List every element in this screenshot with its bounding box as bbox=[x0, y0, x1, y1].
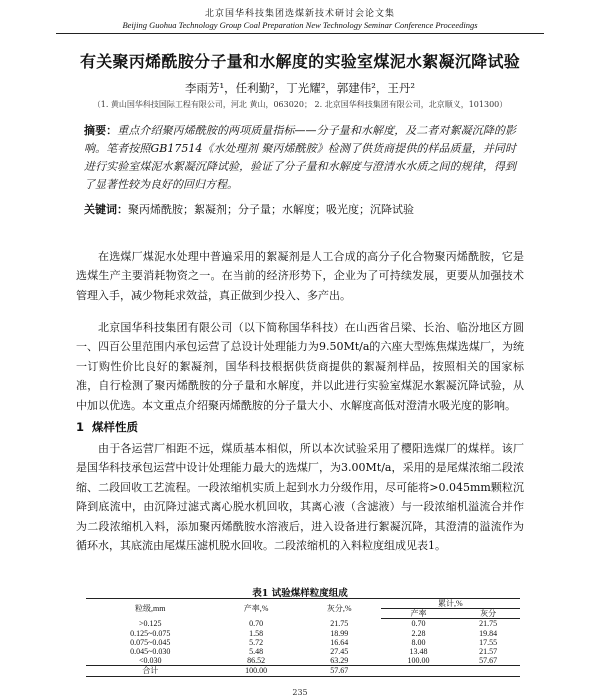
table-row bbox=[86, 619, 520, 629]
abstract-text: 重点介绍聚丙烯酰胺的两项质量指标——分子量和水解度，及二者对絮凝沉降的影响。笔者按照GB17514《水处理剂 聚丙烯酰胺》检测了供货商提供的样品质量，并同时进行实验室煤泥水絮凝沉降试验，验证了分子量和水解度与澄清水水质之间的规律，得到了显著性较为良好的回归方程。 bbox=[84, 124, 517, 191]
cell-cum-yield: 2.28 bbox=[411, 628, 426, 638]
cell-ash: 18.99 bbox=[330, 628, 349, 638]
cell-yield: 1.58 bbox=[249, 628, 264, 638]
table-row bbox=[86, 656, 520, 666]
paragraph-text: 北京国华科技集团有限公司（以下简称国华科技）在山西省吕梁、长治、临汾地区方圆一、四百公里范围内承包运营了总设计处理能力为9.50Mt/a的六座大型炼焦煤选煤厂，为统一订购性价比良好的絮凝剂，国华科技根据供货商提供的絮凝剂样品，按照相关的国家标准，自行检测了聚丙烯酰胺的分子量和水解度，并以此进行实验室煤泥水絮凝沉降试验，从中加以优选。本文重点介绍聚丙烯酰胺的分子量大小、水解度高低对澄清水吸光度的影响。 bbox=[76, 321, 524, 412]
cell-ash: 16.64 bbox=[330, 637, 349, 647]
page-number: 235 bbox=[292, 688, 308, 697]
section-number: 1 bbox=[76, 420, 85, 434]
running-header-cn: 北京国华科技集团选煤新技术研讨会论文集 bbox=[204, 9, 395, 19]
cell-size: 0.125~0.075 bbox=[130, 628, 171, 638]
cell-cum-ash bbox=[456, 666, 520, 676]
cell-ash: 21.75 bbox=[330, 619, 349, 629]
paper-title: 有关聚丙烯酰胺分子量和水解度的实验室煤泥水絮凝沉降试验 bbox=[79, 52, 521, 71]
abstract bbox=[84, 122, 516, 194]
body-paragraph-2 bbox=[76, 318, 524, 415]
header-rule bbox=[56, 33, 544, 34]
table-row bbox=[86, 638, 520, 647]
running-header bbox=[0, 9, 600, 31]
authors: 李雨芳¹，任利勤²，丁光耀²，郭建伟²，王丹² bbox=[184, 81, 416, 95]
cell-ash: 63.29 bbox=[330, 656, 349, 666]
cell-yield: 5.72 bbox=[249, 637, 264, 647]
section-heading bbox=[76, 419, 138, 435]
cell-size: 0.075~0.045 bbox=[130, 637, 171, 647]
cell-cum-yield: 0.70 bbox=[411, 619, 426, 629]
cell-cum-yield: 8.00 bbox=[411, 637, 426, 647]
cell-yield: 86.52 bbox=[247, 656, 266, 666]
keywords-text: 聚丙烯酰胺；絮凝剂；分子量；水解度；吸光度；沉降试验 bbox=[128, 203, 414, 216]
table-caption: 表1 试验煤样粒度组成 bbox=[252, 588, 348, 599]
table-row bbox=[86, 647, 520, 656]
cell-yield: 0.70 bbox=[249, 619, 264, 629]
cell-size: 0.045~0.030 bbox=[130, 647, 171, 657]
cell-cum-ash: 21.57 bbox=[479, 647, 498, 657]
paragraph-text: 由于各运营厂相距不远，煤质基本相似，所以本次试验采用了樱阳选煤厂的煤样。该厂是国华科技承包运营中设计处理能力最大的选煤厂，为3.00Mt/a，采用的是尾煤浓缩二段浓缩、二段回收工艺流程。一段浓缩机实质上起到水力分级作用，尽可能将>0.045mm颗粒沉降到底流中，由沉降过滤式离心脱水机回收，其离心液（含滤液）与一段浓缩机溢流合并作为二段浓缩机入料，添加聚丙烯酰胺水溶液后，进入设备进行絮凝沉降，其澄清的溢流作为循环水，其底流由尾煤压滤机脱水回收。二段浓缩机的入料粒度组成见表1。 bbox=[76, 442, 524, 553]
col-header-cum-ash: 灰分 bbox=[456, 609, 520, 619]
cell-cum-ash: 19.84 bbox=[479, 628, 498, 638]
body-paragraph-3 bbox=[76, 439, 524, 555]
cell-size: >0.125 bbox=[139, 619, 162, 629]
cell-size: <0.030 bbox=[139, 656, 162, 666]
cell-yield: 5.48 bbox=[249, 647, 264, 657]
cell-cum-yield: 100.00 bbox=[407, 656, 430, 666]
body-paragraph-1 bbox=[76, 247, 524, 305]
cell-cum-ash: 57.67 bbox=[479, 656, 498, 666]
abstract-label: 摘要： bbox=[84, 124, 118, 137]
col-header-cum-yield: 产率 bbox=[381, 609, 456, 619]
cell-cum-yield bbox=[381, 666, 456, 676]
running-header-en: Beijing Guohua Technology Group Coal Preparation New Technology Seminar Conference Proceedings bbox=[122, 20, 478, 30]
cell-cum-ash: 17.55 bbox=[479, 637, 498, 647]
table-row bbox=[86, 629, 520, 638]
cell-size: 合计 bbox=[86, 666, 215, 676]
col-header-size: 粒级,mm bbox=[86, 599, 215, 619]
cell-cum-yield: 13.48 bbox=[409, 647, 428, 657]
section-title: 煤样性质 bbox=[92, 420, 139, 434]
col-header-ash: 灰分,% bbox=[298, 599, 381, 619]
affiliations: （1. 黄山国华科技国际工程有限公司，河北 黄山，063020； 2. 北京国华科技集团有限公司，北京顺义，101300） bbox=[92, 100, 508, 109]
keywords-label: 关键词： bbox=[84, 203, 128, 216]
col-header-cumulative: 累计,% bbox=[381, 599, 520, 609]
cell-ash: 27.45 bbox=[330, 647, 349, 657]
cell-cum-ash: 21.75 bbox=[479, 619, 498, 629]
cell-yield: 100.00 bbox=[215, 666, 298, 676]
size-composition-table bbox=[86, 598, 520, 677]
col-header-yield: 产率,% bbox=[215, 599, 298, 619]
cell-ash: 57.67 bbox=[298, 666, 381, 676]
paragraph-text: 在选煤厂煤泥水处理中普遍采用的絮凝剂是人工合成的高分子化合物聚丙烯酰胺，它是选煤生产主要消耗物资之一。在当前的经济形势下，企业为了可持续发展，更要从加强技术管理入手，减少物耗求效益，真正做到少投入、多产出。 bbox=[76, 250, 524, 302]
keywords bbox=[84, 202, 516, 218]
table-total-row bbox=[86, 666, 520, 676]
